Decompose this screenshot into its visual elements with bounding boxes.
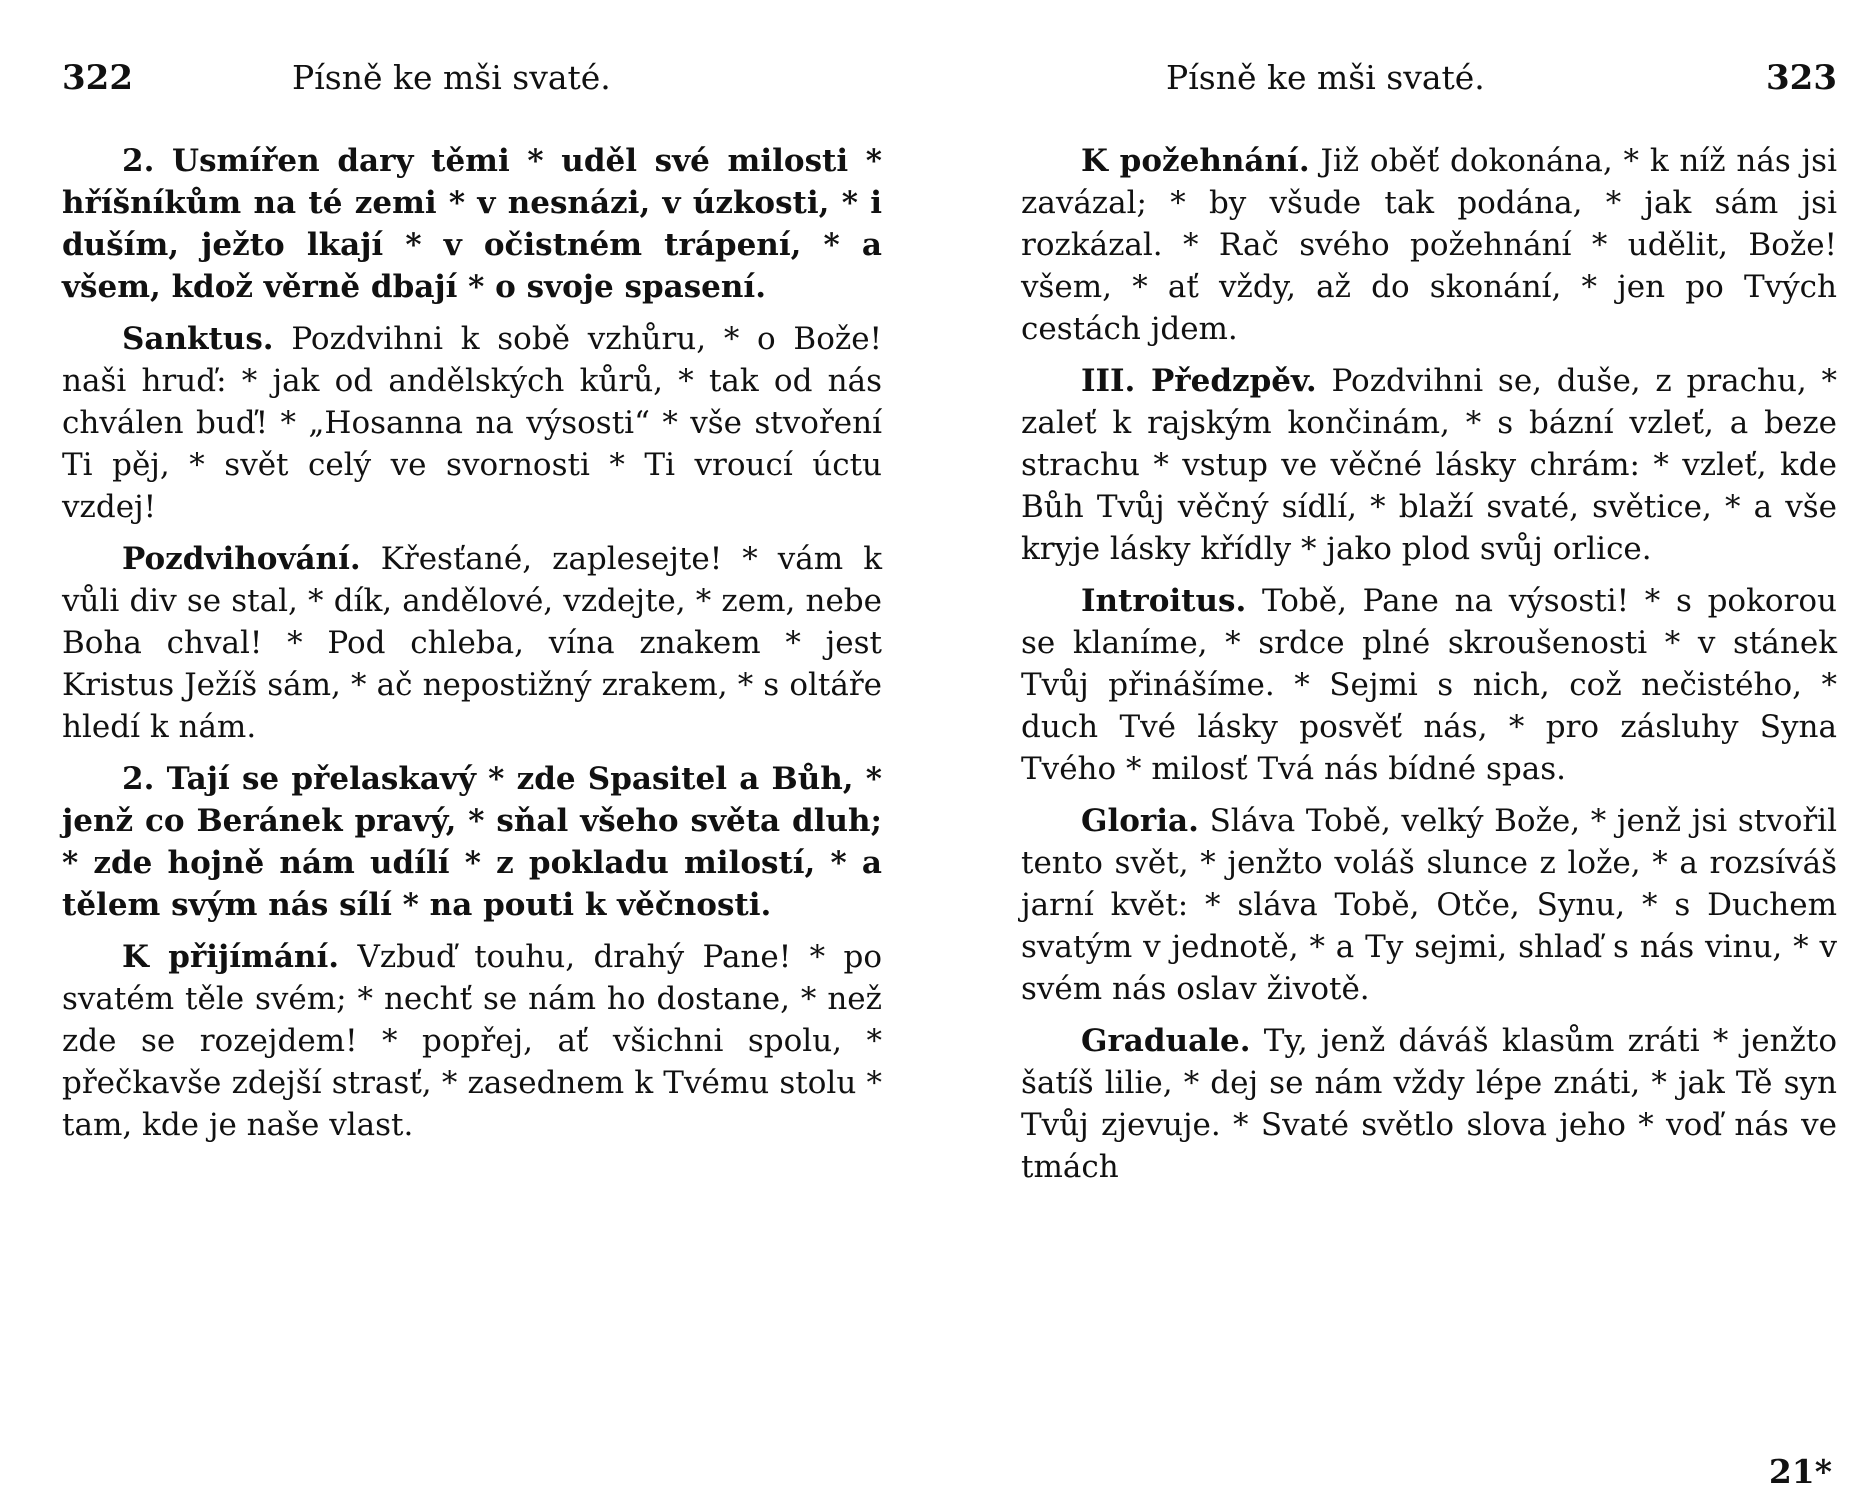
hymn-paragraph <box>1021 360 1837 570</box>
hymn-paragraph <box>62 318 882 528</box>
section-heading: Sanktus. <box>122 321 274 357</box>
paragraph-text: Vzbuď touhu, drahý Pane! * po svatém těle svém; * nechť se nám ho dostane, * než zde se rozejdem! * popřej, ať všichni spolu, * přečkavše zdejší strasť, * zasednem k Tvému stolu * tam, kde je naše vlast. <box>62 939 882 1143</box>
signature-mark: 21* <box>1768 1452 1832 1491</box>
hymn-paragraph <box>1021 580 1837 790</box>
right-page-number: 323 <box>1766 58 1837 98</box>
section-heading: K požehnání. <box>1081 143 1310 179</box>
hymn-paragraph <box>62 140 882 308</box>
hymn-paragraph <box>62 758 882 926</box>
paragraph-text: Pozdvihni se, duše, z prachu, * zaleť k rajským končinám, * s bázní vzleť, a beze strachu * vstup ve věčné lásky chrám: * vzleť, kde Bůh Tvůj věčný sídlí, * blaží svaté, světice, * a vše kryje lásky křídly * jako plod svůj orlice. <box>1021 363 1837 567</box>
section-heading: III. Předzpěv. <box>1081 363 1317 399</box>
hymn-paragraph <box>62 936 882 1146</box>
right-running-title: Písně ke mši svaté. <box>1166 58 1485 97</box>
paragraph-text: Tobě, Pane na výsosti! * s pokorou se klaníme, * srdce plné skroušenosti * v stánek Tvůj přinášíme. * Sejmi s nich, což nečistého, * duch Tvé lásky posvěť nás, * pro zásluhy Syna Tvého * milosť Tvá nás bídné spas. <box>1021 583 1837 787</box>
section-heading: Gloria. <box>1081 803 1199 839</box>
hymn-paragraph <box>1021 800 1837 1010</box>
paragraph-text: Křesťané, zaplesejte! * vám k vůli div se stal, * dík, andělové, vzdejte, * zem, nebe Boha chval! * Pod chleba, vína znakem * jest Kristus Ježíš sám, * ač nepostižný zrakem, * s oltáře hledí k nám. <box>62 541 882 745</box>
paragraph-text: Sláva Tobě, velký Bože, * jenž jsi stvořil tento svět, * jenžto voláš slunce z lože, * a rozsíváš jarní květ: * sláva Tobě, Otče, Synu, * s Duchem svatým v jednotě, * a Ty sejmi, shlaď s nás vinu, * v svém nás oslav životě. <box>1021 803 1838 1007</box>
left-running-head <box>62 52 882 104</box>
section-heading: Pozdvihování. <box>122 541 361 577</box>
right-page <box>931 0 1862 1500</box>
section-heading: Graduale. <box>1081 1023 1251 1059</box>
hymn-paragraph <box>1021 1020 1837 1188</box>
paragraph-text: 2. Usmířen dary těmi * uděl své milosti * hříšníkům na té zemi * v nesnázi, v úzkosti, * i duším, ježto lkají * v očistném trápení, * a všem, kdož věrně dbají * o svoje spasení. <box>62 143 882 305</box>
section-heading: K přijímání. <box>122 939 340 975</box>
paragraph-text: 2. Tají se přelaskavý * zde Spasitel a Bůh, * jenž co Beránek pravý, * sňal všeho světa dluh; * zde hojně nám udílí * z pokladu milostí, * a tělem svým nás sílí * na pouti k věčnosti. <box>62 761 882 923</box>
left-running-title: Písně ke mši svaté. <box>292 58 611 97</box>
hymn-paragraph <box>1021 140 1837 350</box>
paragraph-text: Pozdvihni k sobě vzhůru, * o Bože! naši hruď: * jak od andělských kůrů, * tak od nás chválen buď! * „Hosanna na výsosti“ * vše stvoření Ti pěj, * svět celý ve svornosti * Ti vroucí úctu vzdej! <box>62 321 883 525</box>
hymn-paragraph <box>62 538 882 748</box>
paragraph-text: Ty, jenž dáváš klasům zráti * jenžto šatíš lilie, * dej se nám vždy lépe znáti, * jak Tě syn Tvůj zjevuje. * Svaté světlo slova jeho * voď nás ve tmách <box>1021 1023 1837 1185</box>
left-body-text <box>62 140 882 1156</box>
left-page-number: 322 <box>62 58 133 98</box>
paragraph-text: Již oběť dokonána, * k níž nás jsi zavázal; * by všude tak podána, * jak sám jsi rozkázal. * Rač svého požehnání * udělit, Bože! všem, * ať vždy, až do skonání, * jen po Tvých cestách jdem. <box>1021 143 1837 347</box>
right-running-head <box>1021 52 1837 104</box>
section-heading: Introitus. <box>1081 583 1247 619</box>
right-body-text <box>1021 140 1837 1198</box>
